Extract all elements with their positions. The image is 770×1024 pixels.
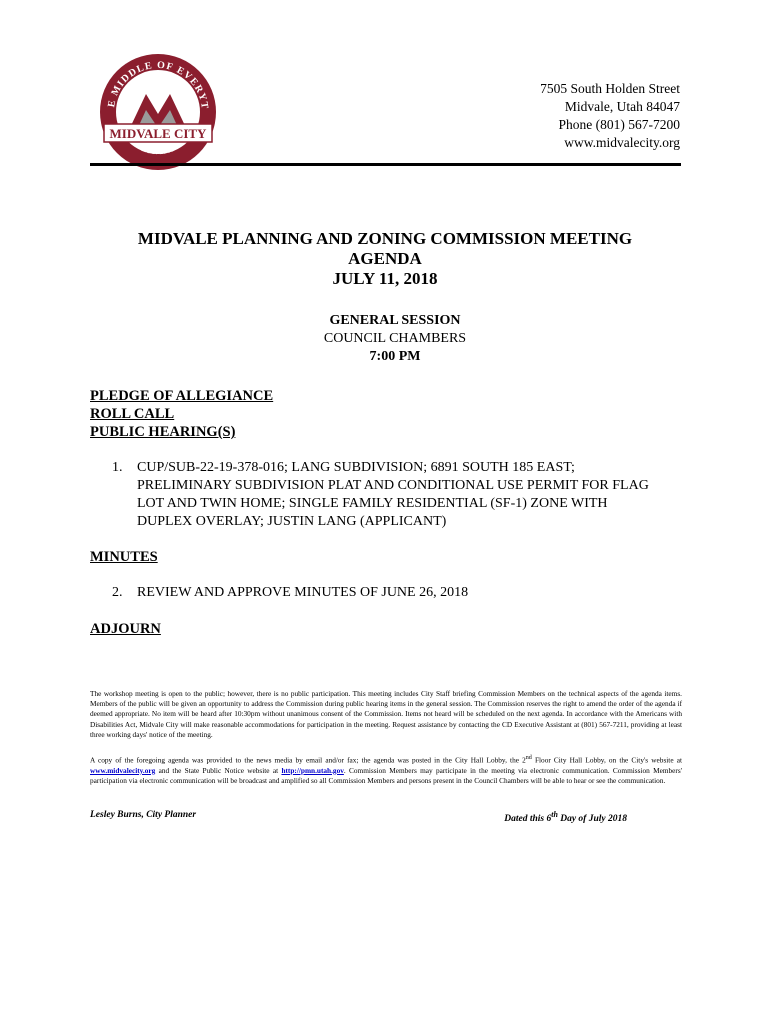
seal-established: EST. 1909	[140, 144, 176, 157]
dated-prefix: Dated this 6	[504, 814, 552, 825]
public-notice-link[interactable]: http://pmn.utah.gov	[281, 765, 344, 775]
posting-notice	[90, 753, 682, 786]
section-public-hearings: PUBLIC HEARING(S)	[90, 424, 236, 440]
session-time: 7:00 PM	[369, 349, 421, 364]
address-website: www.midvalecity.org	[564, 135, 680, 150]
item-number: 2.	[112, 585, 123, 600]
agenda-label: AGENDA	[348, 249, 422, 268]
ordinal-sup: nd	[525, 755, 532, 761]
posting-text-2: Floor City Hall Lobby, on the City's website at	[531, 755, 682, 765]
posting-text-1: A copy of the foregoing agenda was provided to the news media by email and/or fax; the agenda was posted in the City Hall Lobby, the 2	[90, 755, 526, 765]
workshop-notice: The workshop meeting is open to the public; however, there is no public participation. This meeting includes City Staff briefing Commission Members on the technical aspects of the agenda items. Members of the public will be given an opportunity to address the Commission during public hearing items in the general session. The Commission reserves the right to amend the order of the agenda if deemed appropriate. No item will be heard after 10:30pm without unanimous consent of the Commission. Items not heard will be scheduled on the next agenda. In accordance with the Americans with Disabilities Act, Midvale City will make reasonable accommodations for participation in the meeting. Request assistance by contacting the CD Executive Assistant at (801) 567-7211, providing at least three working days' notice of the meeting.	[90, 689, 682, 739]
dated-sup: th	[551, 810, 558, 819]
item-text: CUP/SUB-22-19-378-016; LANG SUBDIVISION; 6891 SOUTH 185 EAST; PRELIMINARY SUBDIVISION PLAT AND CONDITIONAL USE PERMIT FOR FLAG LOT AND TWIN HOME; SINGLE FAMILY RESIDENTIAL (SF-1) ZONE WITH DUPLEX OVERLAY; JUSTIN LANG (APPLICANT)	[137, 460, 649, 529]
posting-text-4: . Commission Members may participate in the meeting via electronic communication. Commission Members' participation via electronic communication will be broadcast and amplified so all Commission Members and persons present in the Council Chambers will be able to hear or see the communication.	[90, 765, 682, 785]
seal-banner-text: MIDVALE CITY	[109, 126, 207, 141]
session-info	[0, 312, 770, 366]
midvale-city-seal-logo	[98, 52, 218, 172]
meeting-title: MIDVALE PLANNING AND ZONING COMMISSION MEETING	[137, 229, 633, 248]
section-pledge: PLEDGE OF ALLEGIANCE	[90, 388, 274, 404]
agenda-title	[0, 229, 770, 289]
dated-suffix: Day of July 2018	[557, 814, 627, 825]
section-minutes: MINUTES	[90, 549, 158, 565]
section-adjourn: ADJOURN	[90, 621, 161, 637]
city-website-link[interactable]: www.midvalecity.org	[90, 765, 156, 775]
posting-text-3: and the State Public Notice website at	[155, 765, 282, 775]
seal-motto: E MIDDLE OF EVERYT	[106, 59, 211, 111]
agenda-item-1	[112, 459, 672, 531]
item-number: 1.	[112, 460, 123, 475]
seal-graphic	[98, 52, 218, 172]
address-city: Midvale, Utah 84047	[564, 99, 680, 114]
signature-name: Lesley Burns, City Planner	[90, 810, 197, 820]
session-location: COUNCIL CHAMBERS	[323, 331, 467, 346]
section-roll-call: ROLL CALL	[90, 406, 175, 422]
address-street: 7505 South Holden Street	[540, 81, 680, 96]
address-phone: Phone (801) 567-7200	[558, 117, 680, 132]
dated-line	[504, 810, 627, 824]
item-text: REVIEW AND APPROVE MINUTES OF JUNE 26, 2018	[137, 585, 469, 600]
header-divider	[90, 163, 681, 166]
session-type: GENERAL SESSION	[329, 313, 461, 328]
city-address-block	[540, 80, 680, 152]
meeting-date: JULY 11, 2018	[332, 269, 438, 288]
agenda-item-2	[112, 584, 672, 602]
